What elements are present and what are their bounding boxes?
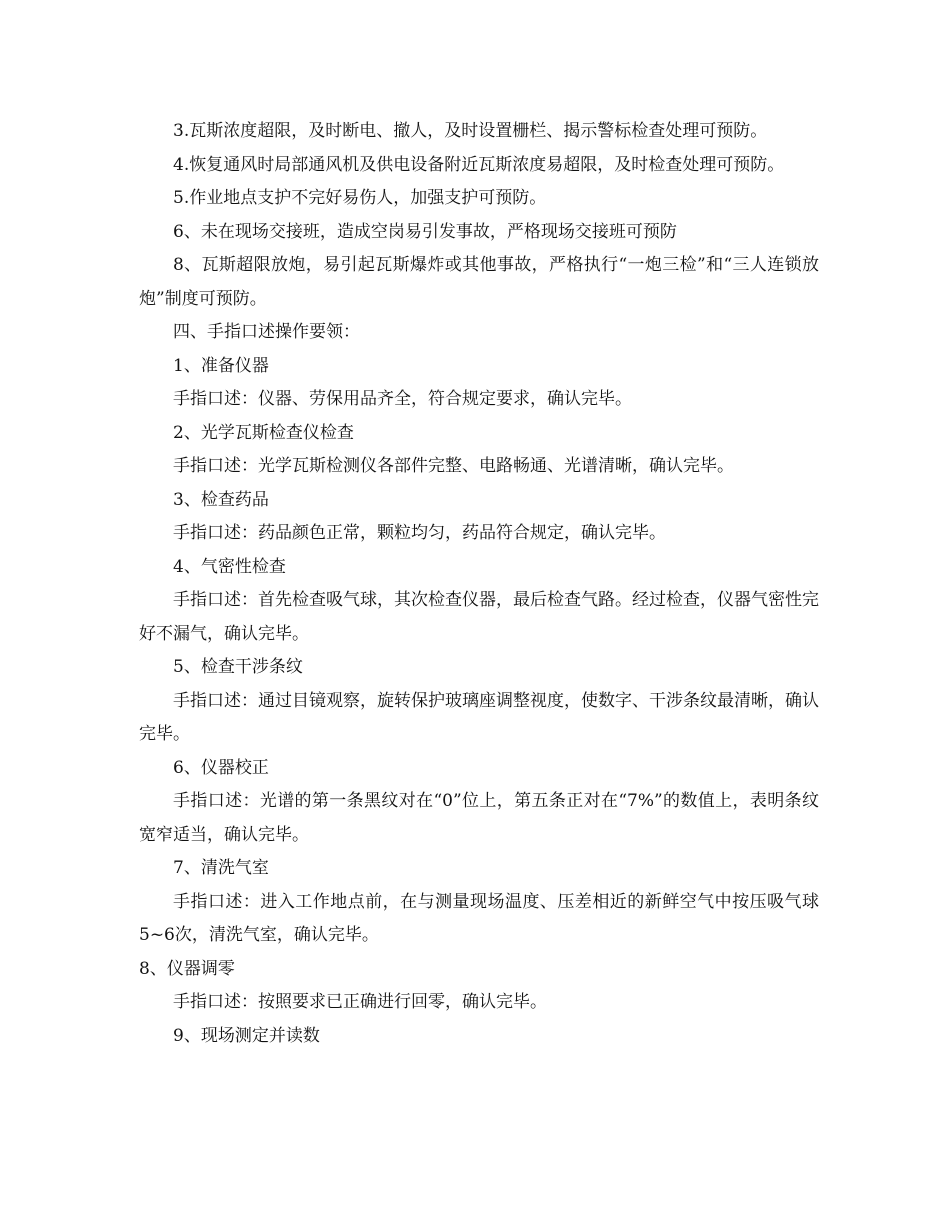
step-text-8: 手指口述：按照要求已正确进行回零，确认完毕。: [173, 992, 547, 1012]
step-heading-5: 5、检查干涉条纹: [173, 657, 303, 677]
paragraph-blasting: 8、瓦斯超限放炮，易引起瓦斯爆炸或其他事故，严格执行“一炮三检”和“三人连锁放炮”制度可预防。: [139, 255, 819, 309]
step-heading-6: 6、仪器校正: [173, 757, 269, 778]
step-text-1: 手指口述：仪器、劳保用品齐全，符合规定要求，确认完毕。: [173, 389, 632, 409]
paragraph-shift-handover: 6、未在现场交接班，造成空岗易引发事故，严格现场交接班可预防: [173, 221, 677, 242]
paragraph-gas-overlimit: 3.瓦斯浓度超限，及时断电、撤人，及时设置栅栏、揭示警标检查处理可预防。: [173, 121, 768, 141]
step-heading-3: 3、检查药品: [173, 489, 269, 510]
step-text-3: 手指口述：药品颜色正常，颗粒均匀，药品符合规定，确认完毕。: [173, 523, 666, 543]
step-heading-1: 1、准备仪器: [173, 355, 269, 376]
step-text-6: 手指口述：光谱的第一条黑纹对在“0”位上，第五条正对在“7%”的数值上，表明条纹宽窄适当，确认完毕。: [139, 791, 819, 845]
document-body: [139, 115, 819, 1053]
step-heading-8: 8、仪器调零: [139, 958, 235, 979]
paragraph-ventilation-restore: 4.恢复通风时局部通风机及供电设备附近瓦斯浓度易超限，及时检查处理可预防。: [173, 154, 785, 175]
step-heading-7: 7、清洗气室: [173, 858, 269, 878]
step-text-2: 手指口述：光学瓦斯检测仪各部件完整、电路畅通、光谱清晰，确认完毕。: [173, 456, 734, 476]
step-heading-9: 9、现场测定并读数: [173, 1025, 320, 1046]
step-heading-2: 2、光学瓦斯检查仪检查: [173, 422, 354, 443]
paragraph-support: 5.作业地点支护不完好易伤人，加强支护可预防。: [173, 188, 547, 208]
step-text-4: 手指口述：首先检查吸气球，其次检查仪器，最后检查气路。经过检查，仪器气密性完好不漏气，确认完毕。: [139, 590, 819, 644]
step-text-7: 手指口述：进入工作地点前，在与测量现场温度、压差相近的新鲜空气中按压吸气球5~6次，清洗气室，确认完毕。: [139, 891, 819, 945]
step-text-5: 手指口述：通过目镜观察，旋转保护玻璃座调整视度，使数字、干涉条纹最清晰，确认完毕。: [139, 690, 819, 744]
section-heading-finger-oral: 四、手指口述操作要领：: [173, 322, 360, 342]
step-heading-4: 4、气密性检查: [173, 556, 286, 577]
